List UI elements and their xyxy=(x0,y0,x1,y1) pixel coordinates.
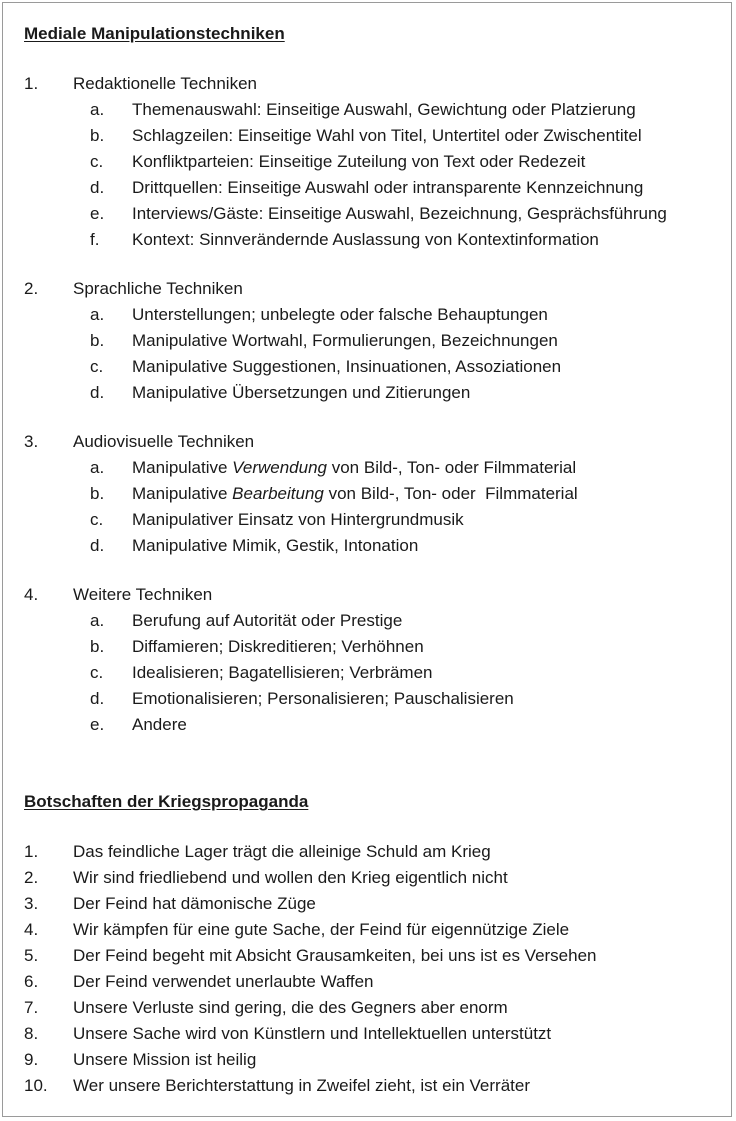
item-text: Unsere Mission ist heilig xyxy=(73,1050,257,1069)
item-letter: d. xyxy=(90,536,105,555)
item-text xyxy=(132,457,576,479)
group-number: 4. xyxy=(24,585,39,604)
group-label: Redaktionelle Techniken xyxy=(73,74,257,93)
item-letter: d. xyxy=(90,178,105,197)
item-letter: e. xyxy=(90,715,105,734)
item-number: 9. xyxy=(24,1050,39,1069)
item-number: 5. xyxy=(24,946,39,965)
item-letter: c. xyxy=(90,152,104,171)
group-number: 2. xyxy=(24,279,39,298)
item-text-post: von Bild-, Ton- oder Filmmaterial xyxy=(323,484,578,503)
group-label: Sprachliche Techniken xyxy=(73,279,243,298)
group-number: 1. xyxy=(24,74,39,93)
item-text: Manipulative Mimik, Gestik, Intonation xyxy=(132,536,419,555)
item-text: Der Feind verwendet unerlaubte Waffen xyxy=(73,972,374,991)
item-text: Der Feind hat dämonische Züge xyxy=(73,894,316,913)
item-number: 7. xyxy=(24,998,39,1017)
item-number: 3. xyxy=(24,894,39,913)
item-text: Diffamieren; Diskreditieren; Verhöhnen xyxy=(132,637,424,656)
item-text xyxy=(132,483,578,505)
item-text: Konfliktparteien: Einseitige Zuteilung von Text oder Redezeit xyxy=(132,152,586,171)
item-text: Manipulativer Einsatz von Hintergrundmusik xyxy=(132,510,464,529)
item-text: Kontext: Sinnverändernde Auslassung von Kontextinformation xyxy=(132,230,599,249)
item-text: Unterstellungen; unbelegte oder falsche Behauptungen xyxy=(132,305,548,324)
item-text: Drittquellen: Einseitige Auswahl oder intransparente Kennzeichnung xyxy=(132,178,644,197)
item-text: Unsere Verluste sind gering, die des Gegners aber enorm xyxy=(73,998,508,1017)
item-text: Manipulative Übersetzungen und Zitierungen xyxy=(132,383,471,402)
item-text: Manipulative Wortwahl, Formulierungen, Bezeichnungen xyxy=(132,331,558,350)
item-text: Andere xyxy=(132,715,187,734)
item-text: Wir kämpfen für eine gute Sache, der Feind für eigennützige Ziele xyxy=(73,920,570,939)
item-text-emphasis: Bearbeitung xyxy=(232,484,324,503)
item-number: 1. xyxy=(24,842,39,861)
item-letter: c. xyxy=(90,663,104,682)
item-number: 4. xyxy=(24,920,39,939)
item-letter: e. xyxy=(90,204,105,223)
item-letter: a. xyxy=(90,100,105,119)
item-text: Berufung auf Autorität oder Prestige xyxy=(132,611,403,630)
item-number: 2. xyxy=(24,868,39,887)
item-text-emphasis: Verwendung xyxy=(232,458,327,477)
group-number: 3. xyxy=(24,432,39,451)
item-text: Wir sind friedliebend und wollen den Krieg eigentlich nicht xyxy=(73,868,508,887)
item-letter: b. xyxy=(90,331,105,350)
item-text: Der Feind begeht mit Absicht Grausamkeiten, bei uns ist es Versehen xyxy=(73,946,597,965)
group-label: Audiovisuelle Techniken xyxy=(73,432,255,451)
item-text: Wer unsere Berichterstattung in Zweifel zieht, ist ein Verräter xyxy=(73,1076,530,1095)
item-letter: b. xyxy=(90,126,105,145)
item-letter: f. xyxy=(90,230,100,249)
item-text: Schlagzeilen: Einseitige Wahl von Titel, Untertitel oder Zwischentitel xyxy=(132,126,642,145)
section-title-propaganda: Botschaften der Kriegspropaganda xyxy=(24,792,309,811)
item-text: Emotionalisieren; Personalisieren; Pauschalisieren xyxy=(132,689,514,708)
item-letter: b. xyxy=(90,637,105,656)
item-number: 8. xyxy=(24,1024,39,1043)
item-letter: b. xyxy=(90,484,105,503)
item-number: 10. xyxy=(24,1076,48,1095)
item-text: Manipulative Suggestionen, Insinuationen, Assoziationen xyxy=(132,357,562,376)
item-letter: a. xyxy=(90,611,105,630)
section-title-manipulation: Mediale Manipulationstechniken xyxy=(24,24,285,43)
item-text: Unsere Sache wird von Künstlern und Intellektuellen unterstützt xyxy=(73,1024,552,1043)
item-number: 6. xyxy=(24,972,39,991)
item-letter: c. xyxy=(90,510,104,529)
item-letter: d. xyxy=(90,689,105,708)
item-letter: a. xyxy=(90,458,105,477)
item-letter: d. xyxy=(90,383,105,402)
item-text: Das feindliche Lager trägt die alleinige Schuld am Krieg xyxy=(73,842,491,861)
item-text: Themenauswahl: Einseitige Auswahl, Gewichtung oder Platzierung xyxy=(132,100,636,119)
item-text: Interviews/Gäste: Einseitige Auswahl, Bezeichnung, Gesprächsführung xyxy=(132,204,667,223)
item-text-pre: Manipulative xyxy=(132,458,233,477)
item-letter: a. xyxy=(90,305,105,324)
item-letter: c. xyxy=(90,357,104,376)
item-text: Idealisieren; Bagatellisieren; Verbrämen xyxy=(132,663,433,682)
item-text-post: von Bild-, Ton- oder Filmmaterial xyxy=(327,458,577,477)
item-text-pre: Manipulative xyxy=(132,484,233,503)
group-label: Weitere Techniken xyxy=(73,585,213,604)
